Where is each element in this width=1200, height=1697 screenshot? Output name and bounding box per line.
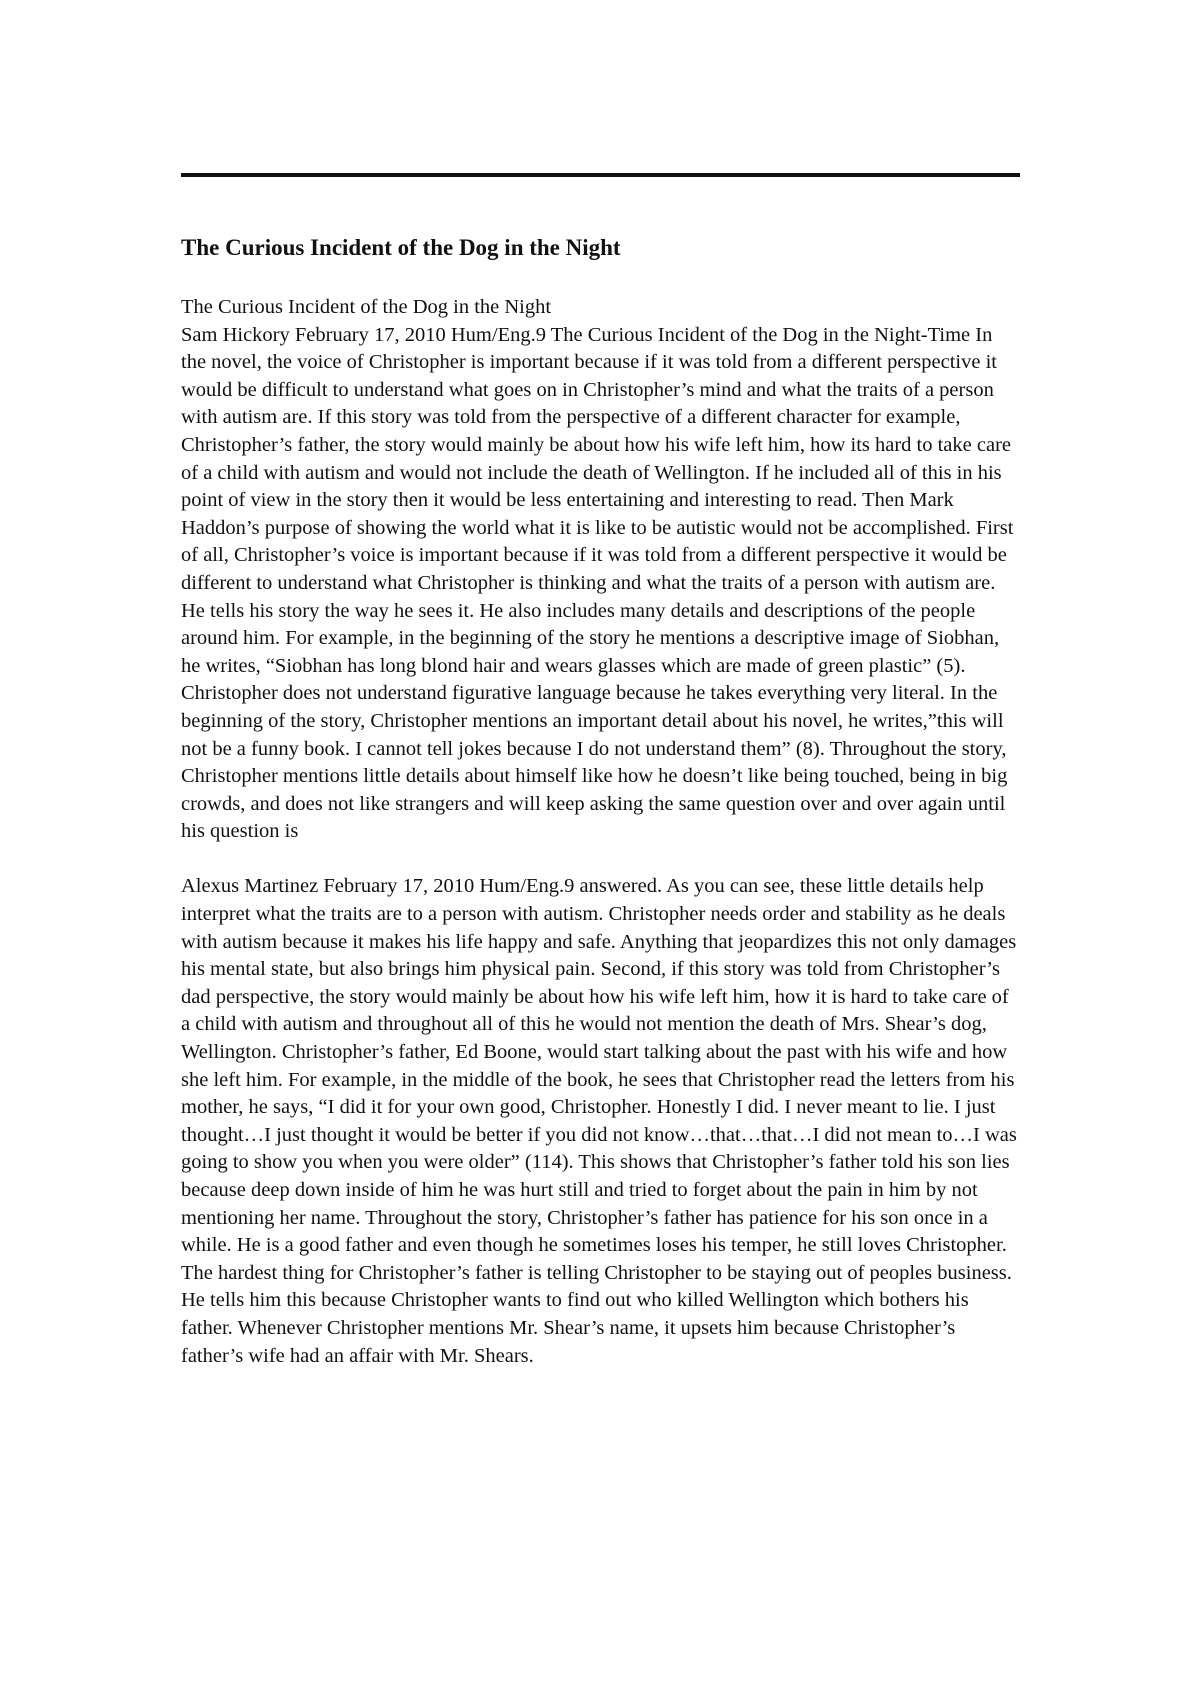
essay-paragraph-2: Alexus Martinez February 17, 2010 Hum/Eng.9 answered. As you can see, these little details help interpret what the traits are to a person with autism. Christopher needs order and stability as he deals with autism because it makes his life happy and safe. Anything that jeopardizes this not only damages his mental state, but also brings him physical pain. Second, if this story was told from Christopher’s dad perspective, the story would mainly be about how his wife left him, how it is hard to take care of a child with autism and throughout all of this he would not mention the death of Mrs. Shear’s dog, Wellington. Christopher’s father, Ed Boone, would start talking about the past with his wife and how she left him. For example, in the middle of the book, he sees that Christopher read the letters from his mother, he says, “I did it for your own good, Christopher. Honestly I did. I never meant to lie. I just thought…I just thought it would be better if you did not know…that…that…I did not mean to…I was going to show you when you were older” (114). This shows that Christopher’s father told his son lies because deep down inside of him he was hurt still and tried to forget about the pain in him by not mentioning her name. Throughout the story, Christopher’s father has patience for his son once in a while. He is a good father and even though he sometimes loses his temper, he still loves Christopher. The hardest thing for Christopher’s father is telling Christopher to be staying out of peoples business. He tells him this because Christopher wants to find out who killed Wellington which bothers his father. Whenever Christopher mentions Mr. Shear’s name, it upsets him because Christopher’s father’s wife had an affair with Mr. Shears. [181,875,1017,1367]
document-title: The Curious Incident of the Dog in the Night [181,235,621,260]
top-horizontal-rule [181,173,1020,177]
document-subtitle: The Curious Incident of the Dog in the Night [181,296,552,318]
essay-paragraph-1: Sam Hickory February 17, 2010 Hum/Eng.9 The Curious Incident of the Dog in the Night-Time In the novel, the voice of Christopher is important because if it was told from a different perspective it would be difficult to understand what goes on in Christopher’s mind and what the traits of a person with autism are. If this story was told from the perspective of a different character for example, Christopher’s father, the story would mainly be about how his wife left him, how its hard to take care of a child with autism and would not include the death of Wellington. If he included all of this in his point of view in the story then it would be less entertaining and interesting to read. Then Mark Haddon’s purpose of showing the world what it is like to be autistic would not be accomplished. First of all, Christopher’s voice is important because if it was told from a different perspective it would be different to understand what Christopher is thinking and what the traits of a person with autism are. He tells his story the way he sees it. He also includes many details and descriptions of the people around him. For example, in the beginning of the story he mentions a descriptive image of Siobhan, he writes, “Siobhan has long blond hair and wears glasses which are made of green plastic” (5). Christopher does not understand figurative language because he takes everything very literal. In the beginning of the story, Christopher mentions an important detail about his novel, he writes,”this will not be a funny book. I cannot tell jokes because I do not understand them” (8). Throughout the story, Christopher mentions little details about himself like how he doesn’t like being touched, being in big crowds, and does not like strangers and will keep asking the same question over and over again until his question is [181,323,1014,843]
document-body [181,294,1021,1370]
paragraph-spacer [181,846,1021,874]
